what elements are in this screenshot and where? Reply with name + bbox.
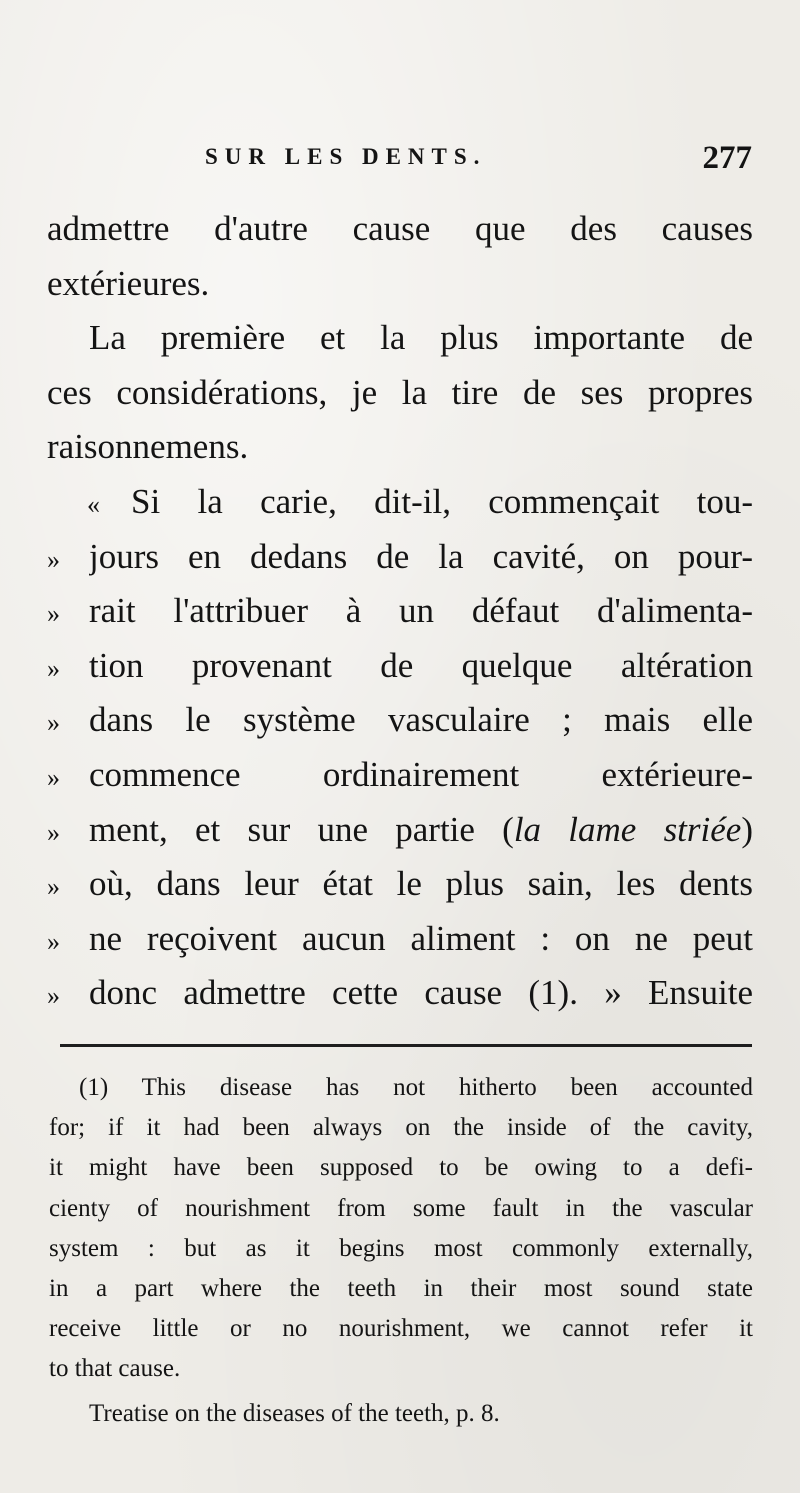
footnote-line: to that cause. bbox=[49, 1355, 181, 1383]
text-line: La première et la plus importante de bbox=[89, 318, 753, 358]
text-line: ces considérations, je la tire de ses propres bbox=[47, 372, 753, 412]
quote-mark: » bbox=[47, 872, 60, 902]
quoted-line bbox=[47, 803, 753, 858]
text-line: dans le système vasculaire ; mais elle bbox=[89, 700, 753, 740]
opening-guillemet: « bbox=[87, 489, 100, 519]
text-line bbox=[89, 803, 753, 858]
quoted-line bbox=[47, 639, 753, 694]
footnote-line: (1) This disease has not hitherto been accounted bbox=[79, 1074, 753, 1101]
page-number: 277 bbox=[702, 140, 752, 176]
text-segment: ment, et sur une partie ( bbox=[89, 809, 514, 849]
footnote-line: in a part where the teeth in their most sound state bbox=[49, 1274, 753, 1302]
quoted-line bbox=[47, 475, 753, 530]
quoted-line bbox=[47, 748, 753, 803]
quote-mark: » bbox=[47, 762, 60, 792]
page-header bbox=[205, 140, 752, 180]
text-line: jours en dedans de la cavité, on pour- bbox=[89, 536, 753, 576]
quote-mark: » bbox=[47, 926, 60, 956]
quote-mark: » bbox=[47, 544, 60, 574]
footnote-line: for; if it had been always on the inside of the cavity, bbox=[49, 1114, 753, 1142]
text-line: ne reçoivent aucun aliment : on ne peut bbox=[89, 918, 753, 958]
text-line: extérieures. bbox=[47, 263, 210, 303]
footnote-line: it might have been supposed to be owing to a defi- bbox=[49, 1154, 753, 1182]
footnote bbox=[49, 1068, 753, 1434]
text-line: donc admettre cette cause (1). » Ensuite bbox=[89, 973, 753, 1013]
footnote-line: cienty of nourishment from some fault in the vascular bbox=[49, 1194, 753, 1222]
quoted-line bbox=[47, 530, 753, 585]
footnote-line: system : but as it begins most commonly externally, bbox=[49, 1234, 753, 1262]
quote-mark: » bbox=[47, 708, 60, 738]
text-line: raisonnemens. bbox=[47, 427, 249, 467]
quoted-line bbox=[47, 966, 753, 1021]
quoted-line bbox=[47, 912, 753, 967]
text-line: admettre d'autre cause que des causes bbox=[47, 209, 753, 248]
quoted-line bbox=[47, 857, 753, 912]
text-line: Si la carie, dit-il, commençait tou- bbox=[131, 481, 753, 521]
text-segment: ) bbox=[741, 809, 753, 849]
italic-term: la lame striée bbox=[513, 809, 742, 849]
text-line: où, dans leur état le plus sain, les dents bbox=[89, 864, 753, 904]
text-line: tion provenant de quelque altération bbox=[89, 645, 753, 685]
text-line: commence ordinairement extérieure- bbox=[89, 754, 753, 794]
quote-mark: » bbox=[47, 599, 60, 629]
quoted-line bbox=[47, 693, 753, 748]
running-title: SUR LES DENTS. bbox=[205, 144, 487, 169]
footnote-line: receive little or no nourishment, we cannot refer it bbox=[49, 1315, 753, 1343]
text-line: rait l'attribuer à un défaut d'alimenta- bbox=[89, 591, 753, 631]
main-text bbox=[47, 202, 753, 1021]
quote-mark: » bbox=[47, 817, 60, 847]
footnote-source: Treatise on the diseases of the teeth, p. 8. bbox=[89, 1399, 500, 1427]
quote-mark: » bbox=[47, 981, 60, 1011]
quoted-line bbox=[47, 584, 753, 639]
footnote-rule bbox=[60, 1044, 752, 1047]
quote-mark: » bbox=[47, 653, 60, 683]
